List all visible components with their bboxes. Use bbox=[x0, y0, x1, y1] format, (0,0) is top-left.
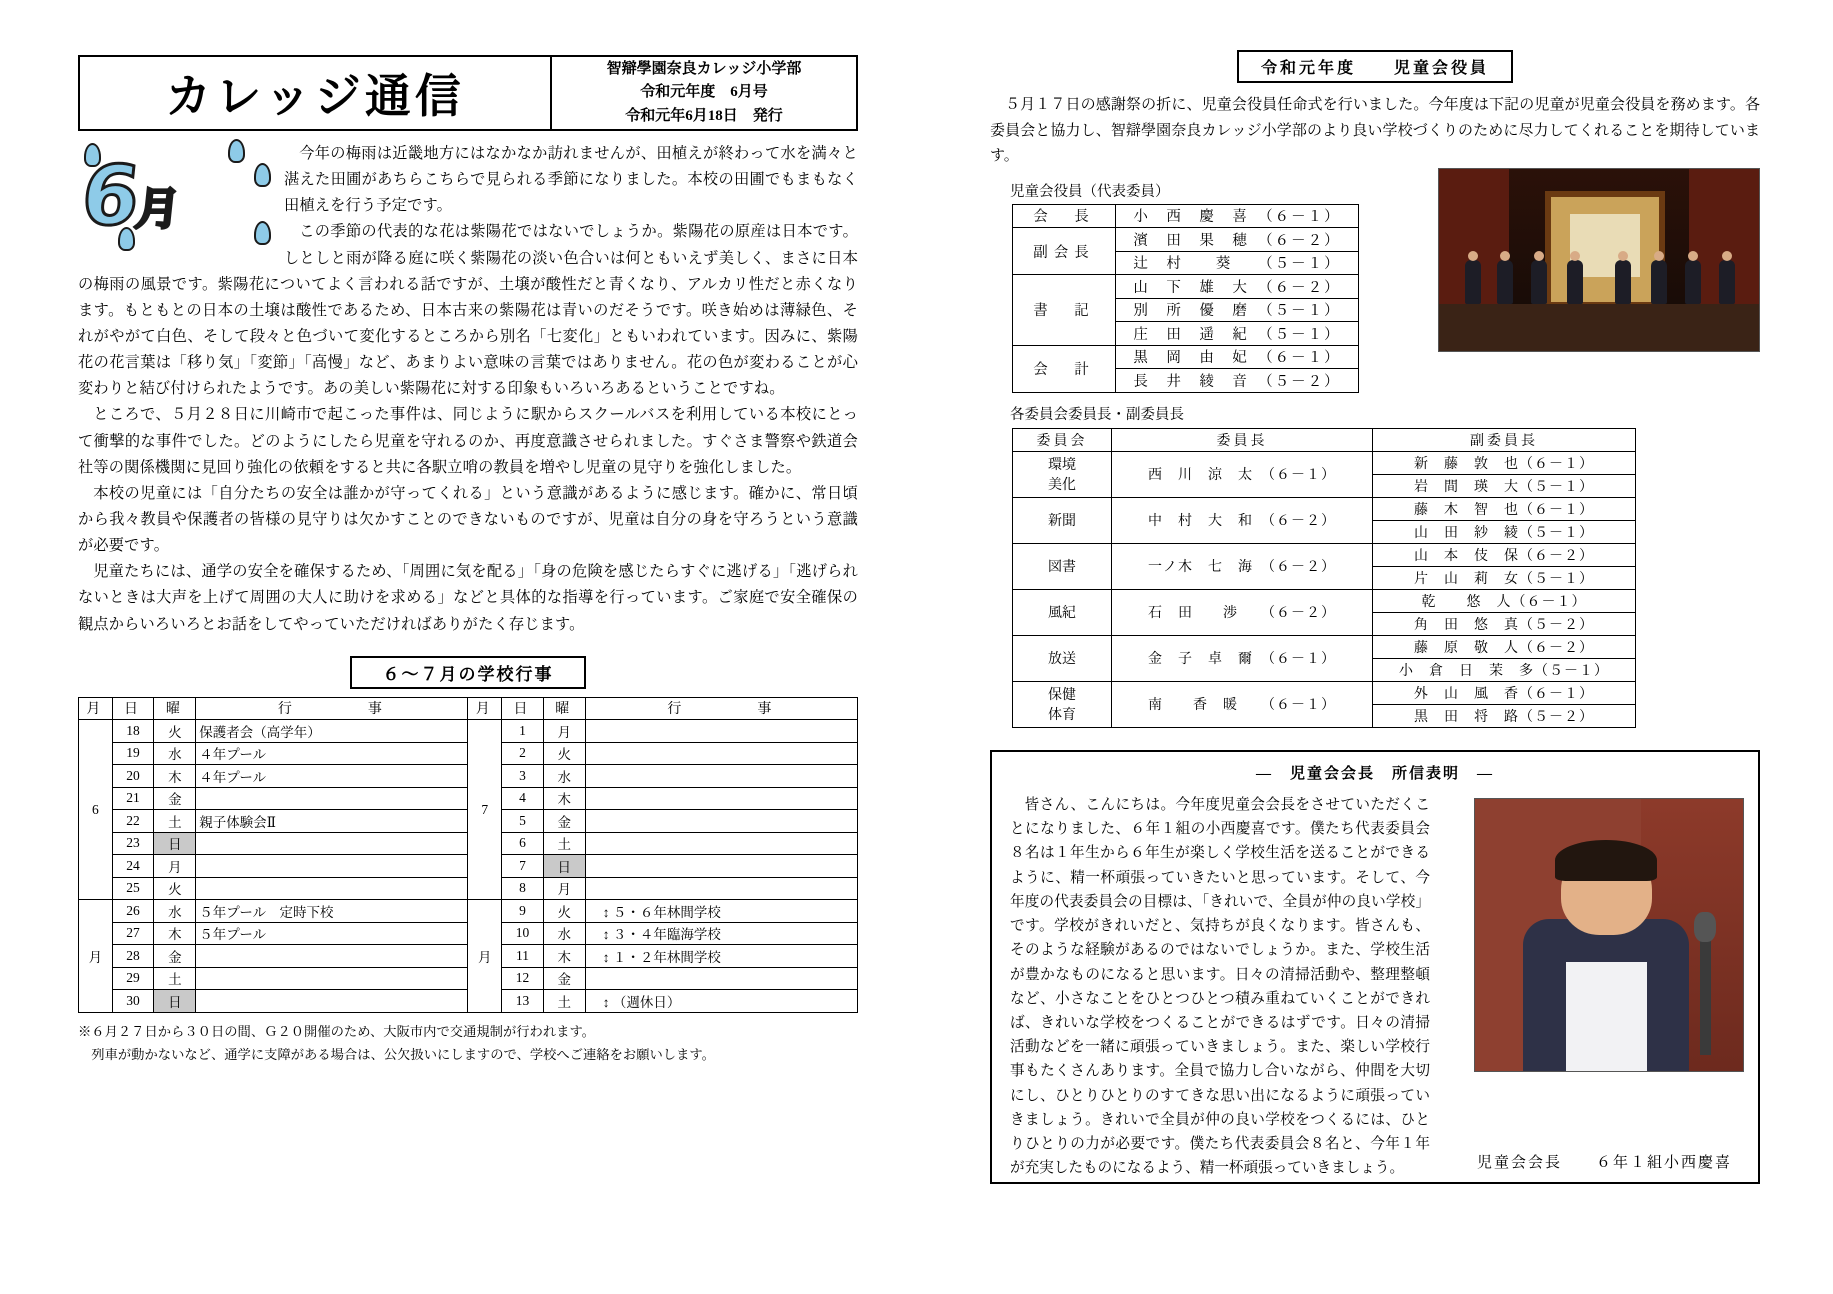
event-cell bbox=[196, 990, 468, 1013]
weekday-cell: 月 bbox=[154, 855, 196, 878]
day-cell: 26 bbox=[112, 900, 154, 923]
committee-vice: 角 田 悠 真（５－２） bbox=[1373, 612, 1636, 635]
day-cell: 28 bbox=[112, 945, 154, 968]
weekday-cell: 火 bbox=[154, 877, 196, 900]
day-cell: 23 bbox=[112, 832, 154, 855]
table-header-row bbox=[79, 697, 858, 720]
officers-table bbox=[1012, 204, 1359, 393]
day-cell: 12 bbox=[502, 967, 544, 990]
photo-student bbox=[1615, 260, 1631, 304]
col-chief: 委員長 bbox=[1112, 428, 1373, 451]
photo-student bbox=[1685, 260, 1701, 304]
event-cell bbox=[196, 855, 468, 878]
weekday-cell: 金 bbox=[154, 787, 196, 810]
committee-chief: 石 田 渉 （６－２） bbox=[1112, 589, 1373, 635]
col-month: 月 bbox=[468, 697, 502, 720]
day-cell: 30 bbox=[112, 990, 154, 1013]
page-title: カレッジ通信 bbox=[165, 69, 465, 123]
weekday-cell: 月 bbox=[543, 720, 585, 743]
day-cell: 5 bbox=[502, 810, 544, 833]
committee-name: 風紀 bbox=[1013, 589, 1112, 635]
table-header-row bbox=[1013, 428, 1636, 451]
ceremony-photo bbox=[1438, 168, 1760, 352]
day-cell: 13 bbox=[502, 990, 544, 1013]
day-cell: 24 bbox=[112, 855, 154, 878]
day-cell: 4 bbox=[502, 787, 544, 810]
event-cell bbox=[196, 945, 468, 968]
event-cell bbox=[196, 787, 468, 810]
event-cell: ４年プール bbox=[196, 742, 468, 765]
statement-signature: 児童会会長 ６年１組小西慶喜 bbox=[1476, 1155, 1732, 1171]
month-cell: 月 bbox=[79, 900, 113, 1013]
event-cell: ↕ ３・４年臨海学校 bbox=[585, 922, 857, 945]
event-cell: ５年プール 定時下校 bbox=[196, 900, 468, 923]
masthead bbox=[78, 55, 858, 131]
photo-stage-floor bbox=[1439, 304, 1759, 351]
issue-number: 令和元年度 6月号 bbox=[640, 84, 768, 101]
officer-role: 会 計 bbox=[1013, 345, 1116, 392]
event-cell: 保護者会（高学年） bbox=[196, 720, 468, 743]
table-row bbox=[1013, 635, 1636, 658]
event-cell bbox=[196, 967, 468, 990]
day-cell: 7 bbox=[502, 855, 544, 878]
col-committee: 委員会 bbox=[1013, 428, 1112, 451]
weekday-cell: 水 bbox=[154, 900, 196, 923]
weekday-cell: 月 bbox=[543, 877, 585, 900]
col-vice: 副委員長 bbox=[1373, 428, 1636, 451]
committees-table bbox=[1012, 428, 1636, 728]
table-row bbox=[1013, 681, 1636, 704]
day-cell: 27 bbox=[112, 922, 154, 945]
president-statement-box bbox=[990, 750, 1760, 1184]
weekday-cell: 土 bbox=[154, 810, 196, 833]
committee-vice: 小 倉 日 茉 多（５－１） bbox=[1373, 658, 1636, 681]
article-paragraph: 今年の梅雨は近畿地方にはなかなか訪れませんが、田植えが終わって水を満々と湛えた田圃があちらこちらで見られる季節になりました。本校の田圃でもまもなく田植えを行う予定です。 bbox=[284, 145, 858, 215]
photo-student bbox=[1719, 260, 1735, 304]
day-cell: 20 bbox=[112, 765, 154, 788]
day-cell: 19 bbox=[112, 742, 154, 765]
photo-student bbox=[1497, 260, 1513, 304]
committee-vice: 藤 木 智 也（６－１） bbox=[1373, 497, 1636, 520]
table-row bbox=[79, 720, 858, 743]
officers-body bbox=[1013, 204, 1359, 392]
month-badge-number: 6月 bbox=[77, 149, 181, 244]
event-cell: ４年プール bbox=[196, 765, 468, 788]
raindrop-icon bbox=[254, 163, 271, 187]
col-event: 行 事 bbox=[585, 697, 857, 720]
col-weekday: 曜 bbox=[543, 697, 585, 720]
committee-vice: 藤 原 敬 人（６－２） bbox=[1373, 635, 1636, 658]
weekday-cell: 火 bbox=[154, 720, 196, 743]
left-column bbox=[78, 55, 858, 1066]
statement-body bbox=[1010, 793, 1430, 1181]
committee-vice: 片 山 莉 女（５－１） bbox=[1373, 566, 1636, 589]
month-cell: 6 bbox=[79, 720, 113, 900]
raindrop-icon bbox=[228, 139, 245, 163]
officer-role: 書 記 bbox=[1013, 275, 1116, 346]
officer-name: 小 西 慶 喜 （６－１） bbox=[1116, 204, 1359, 228]
event-cell bbox=[585, 765, 857, 788]
day-cell: 18 bbox=[112, 720, 154, 743]
table-row bbox=[1013, 275, 1359, 299]
event-cell bbox=[196, 832, 468, 855]
photo-student bbox=[1567, 260, 1583, 304]
day-cell: 25 bbox=[112, 877, 154, 900]
weekday-cell: 木 bbox=[543, 945, 585, 968]
committee-name: 環境 美化 bbox=[1013, 451, 1112, 497]
table-row bbox=[1013, 228, 1359, 252]
day-cell: 22 bbox=[112, 810, 154, 833]
officers-heading: 令和元年度 児童会役員 bbox=[1237, 50, 1513, 83]
event-cell bbox=[585, 832, 857, 855]
weekday-cell: 日 bbox=[543, 855, 585, 878]
photo-shirt bbox=[1566, 962, 1646, 1071]
day-cell: 21 bbox=[112, 787, 154, 810]
officer-name: 庄 田 遥 紀 （５－１） bbox=[1116, 322, 1359, 346]
article-paragraph: ところで、５月２８日に川崎市で起こった事件は、同じように駅からスクールバスを利用している本校にとって衝撃的な事件でした。どのようにしたら児童を守れるのか、再度意識させられました。すぐさま警察や鉄道会社等の関係機関に見回り強化の依頼をすると共に各駅立哨の教員を増やし児童の見守りを強化しました。 bbox=[78, 406, 858, 476]
weekday-cell: 日 bbox=[154, 832, 196, 855]
article-paragraph: 本校の児童には「自分たちの安全は誰かが守ってくれる」という意識があるように感じます。確かに、常日頃から我々教員や保護者の皆様の見守りは欠かすことのできないものですが、児童は自分の身を守ろうという意識が必要です。 bbox=[78, 484, 858, 555]
committee-chief: 一ノ木 七 海 （６－２） bbox=[1112, 543, 1373, 589]
school-name: 智辯學園奈良カレッジ小学部 bbox=[606, 61, 802, 78]
table-row bbox=[1013, 345, 1359, 369]
microphone-icon bbox=[1700, 932, 1711, 1054]
events-heading: ６～７月の学校行事 bbox=[350, 656, 586, 689]
photo-student bbox=[1465, 260, 1481, 304]
officer-name: 長 井 綾 音 （５－２） bbox=[1116, 369, 1359, 393]
committee-chief: 中 村 大 和 （６－２） bbox=[1112, 497, 1373, 543]
event-cell: ↕ １・２年林間学校 bbox=[585, 945, 857, 968]
committee-name: 図書 bbox=[1013, 543, 1112, 589]
officer-role: 会 長 bbox=[1013, 204, 1116, 228]
event-cell: ↕ （週休日） bbox=[585, 990, 857, 1013]
event-cell bbox=[585, 742, 857, 765]
photo-hair bbox=[1555, 840, 1657, 881]
event-cell bbox=[585, 810, 857, 833]
photo-student bbox=[1651, 260, 1667, 304]
month-cell: 7 bbox=[468, 720, 502, 900]
day-cell: 11 bbox=[502, 945, 544, 968]
weekday-cell: 火 bbox=[543, 742, 585, 765]
officer-name: 辻 村 葵 （５－１） bbox=[1116, 251, 1359, 275]
event-cell: ５年プール bbox=[196, 922, 468, 945]
weekday-cell: 火 bbox=[543, 900, 585, 923]
officer-name: 黒 岡 由 妃 （６－１） bbox=[1116, 345, 1359, 369]
masthead-title-box bbox=[80, 57, 552, 129]
weekday-cell: 土 bbox=[543, 832, 585, 855]
event-cell: 親子体験会Ⅱ bbox=[196, 810, 468, 833]
committee-vice: 乾 悠 人（６－１） bbox=[1373, 589, 1636, 612]
day-cell: 2 bbox=[502, 742, 544, 765]
month-cell: 月 bbox=[468, 900, 502, 1013]
weekday-cell: 土 bbox=[154, 967, 196, 990]
lead-section bbox=[78, 141, 858, 638]
day-cell: 6 bbox=[502, 832, 544, 855]
col-event: 行 事 bbox=[196, 697, 468, 720]
note-line: 列車が動かないなど、通学に支障がある場合は、公欠扱いにしますので、学校へご連絡をお願いします。 bbox=[91, 1046, 715, 1062]
event-cell bbox=[585, 877, 857, 900]
weekday-cell: 木 bbox=[543, 787, 585, 810]
col-weekday: 曜 bbox=[154, 697, 196, 720]
committee-vice: 山 田 紗 綾（５－１） bbox=[1373, 520, 1636, 543]
col-day: 日 bbox=[502, 697, 544, 720]
photo-student bbox=[1531, 260, 1547, 304]
table-row bbox=[1013, 589, 1636, 612]
day-cell: 1 bbox=[502, 720, 544, 743]
masthead-meta bbox=[552, 57, 856, 129]
officer-name: 別 所 優 磨 （５－１） bbox=[1116, 298, 1359, 322]
weekday-cell: 金 bbox=[543, 810, 585, 833]
committee-vice: 山 本 伎 保（６－２） bbox=[1373, 543, 1636, 566]
weekday-cell: 土 bbox=[543, 990, 585, 1013]
day-cell: 29 bbox=[112, 967, 154, 990]
committees-body bbox=[1013, 451, 1636, 727]
committee-vice: 岩 間 瑛 大（５－１） bbox=[1373, 474, 1636, 497]
weekday-cell: 水 bbox=[543, 765, 585, 788]
committee-vice: 外 山 風 香（６－１） bbox=[1373, 681, 1636, 704]
officers-intro bbox=[990, 93, 1760, 170]
officers-intro-text: ５月１７日の感謝祭の折に、児童会役員任命式を行いました。今年度は下記の児童が児童会役員を務めます。各委員会と協力し、智辯學園奈良カレッジ小学部のより良い学校づくりのために尽力してくれることを期待しています。 bbox=[990, 97, 1760, 164]
col-day: 日 bbox=[112, 697, 154, 720]
event-cell: ↕ ５・６年林間学校 bbox=[585, 900, 857, 923]
officers-label: 児童会役員（代表委員） bbox=[1010, 183, 1170, 200]
event-cell bbox=[196, 877, 468, 900]
weekday-cell: 木 bbox=[154, 922, 196, 945]
weekday-cell: 金 bbox=[543, 967, 585, 990]
committee-name: 新聞 bbox=[1013, 497, 1112, 543]
day-cell: 10 bbox=[502, 922, 544, 945]
raindrop-icon bbox=[254, 221, 271, 245]
table-row bbox=[1013, 451, 1636, 474]
statement-title: ― 児童会会長 所信表明 ― bbox=[1255, 766, 1494, 782]
col-month: 月 bbox=[79, 697, 113, 720]
committee-chief: 金 子 卓 爾 （６－１） bbox=[1112, 635, 1373, 681]
weekday-cell: 日 bbox=[154, 990, 196, 1013]
day-cell: 3 bbox=[502, 765, 544, 788]
weekday-cell: 金 bbox=[154, 945, 196, 968]
committee-chief: 西 川 涼 太 （６－１） bbox=[1112, 451, 1373, 497]
publish-date: 令和元年6月18日 発行 bbox=[625, 107, 783, 124]
events-notes bbox=[78, 1020, 858, 1067]
weekday-cell: 木 bbox=[154, 765, 196, 788]
events-body bbox=[79, 720, 858, 1013]
table-row bbox=[79, 900, 858, 923]
committee-chief: 南 香 暖 （６－１） bbox=[1112, 681, 1373, 727]
committee-vice: 新 藤 敦 也（６－１） bbox=[1373, 451, 1636, 474]
event-cell bbox=[585, 855, 857, 878]
officer-name: 濱 田 果 穂 （６－２） bbox=[1116, 228, 1359, 252]
day-cell: 9 bbox=[502, 900, 544, 923]
weekday-cell: 水 bbox=[154, 742, 196, 765]
officer-role: 副会長 bbox=[1013, 228, 1116, 275]
event-cell bbox=[585, 787, 857, 810]
table-row bbox=[1013, 497, 1636, 520]
table-row bbox=[1013, 204, 1359, 228]
weekday-cell: 水 bbox=[543, 922, 585, 945]
school-events-table bbox=[78, 697, 858, 1013]
event-cell bbox=[585, 720, 857, 743]
table-row bbox=[1013, 543, 1636, 566]
day-cell: 8 bbox=[502, 877, 544, 900]
committee-name: 保健 体育 bbox=[1013, 681, 1112, 727]
officer-name: 山 下 雄 大 （６－２） bbox=[1116, 275, 1359, 299]
committees-label: 各委員会委員長・副委員長 bbox=[1010, 406, 1184, 423]
right-column bbox=[990, 50, 1760, 1177]
committee-vice: 黒 田 将 路（５－２） bbox=[1373, 704, 1636, 727]
article-paragraph: この季節の代表的な花は紫陽花ではないでしょうか。紫陽花の原産は日本です。しとしと雨が降る庭に咲く紫陽花の淡い色合いは何ともいえず美しく、まさに日本の梅雨の風景です。紫陽花についてよく言われる話ですが、土壌が酸性だと青くなり、アルカリ性だと赤くなります。もともとの日本の土壌は酸性であるため、日本古来の紫陽花は青いのだそうです。咲き始めは薄緑色、それがやがて白色、そして段々と色づいて変化するところから別名「七変化」ともいわれています。因みに、紫陽花の花言葉は「移り気」「変節」「高慢」など、あまりよい意味の言葉ではありません。花の色が変わることが心変わりと結び付けられたようです。あの美しい紫陽花に対する印象もいろいろあるということですね。 bbox=[78, 223, 858, 398]
committee-name: 放送 bbox=[1013, 635, 1112, 681]
article-paragraph: 児童たちには、通学の安全を確保するため、「周囲に気を配る」「身の危険を感じたらすぐに逃げる」「逃げられないときは大声を上げて周囲の大人に助けを求める」などと具体的な指導を行っています。ご家庭で安全確保の観点からいろいろとお話をしてやっていただければありがたく存じます。 bbox=[78, 563, 858, 633]
statement-text: 皆さん、こんにちは。今年度児童会会長をさせていただくことになりました、６年１組の小西慶喜です。僕たち代表委員会８名は１年生から６年生が楽しく学校生活を送ることができるように、精一杯頑張っていきたいと思っています。そして、今年度の代表委員会の目標は、「きれいで、全員が仲の良い学校」です。学校がきれいだと、気持ちが良くなります。皆さんも、そのような経験があるのではないでしょうか。また、学校生活が豊かなものになると思います。日々の清掃活動や、整理整頓など、小さなことをひとつひとつ積み重ねていくことができれば、きれいな学校をつくることができるはずです。日々の清掃活動などを一緒に頑張っていきましょう。また、楽しい学校行事もたくさんあります。全員で協力し合いながら、仲間を大切にし、ひとりひとりのすてきな思い出になるように頑張っていきましょう。きれいで全員が仲の良い学校をつくるには、ひとりひとりの力が必要です。僕たち代表委員会８名と、今年１年が充実したものになるよう、精一杯頑張っていきましょう。 bbox=[1010, 797, 1430, 1177]
month-badge bbox=[78, 143, 274, 251]
photo-altar bbox=[1545, 191, 1666, 309]
event-cell bbox=[585, 967, 857, 990]
note-line: ※６月２７日から３０日の間、Ｇ２０開催のため、大阪市内で交通規制が行われます。 bbox=[78, 1023, 595, 1039]
president-photo bbox=[1474, 798, 1744, 1072]
